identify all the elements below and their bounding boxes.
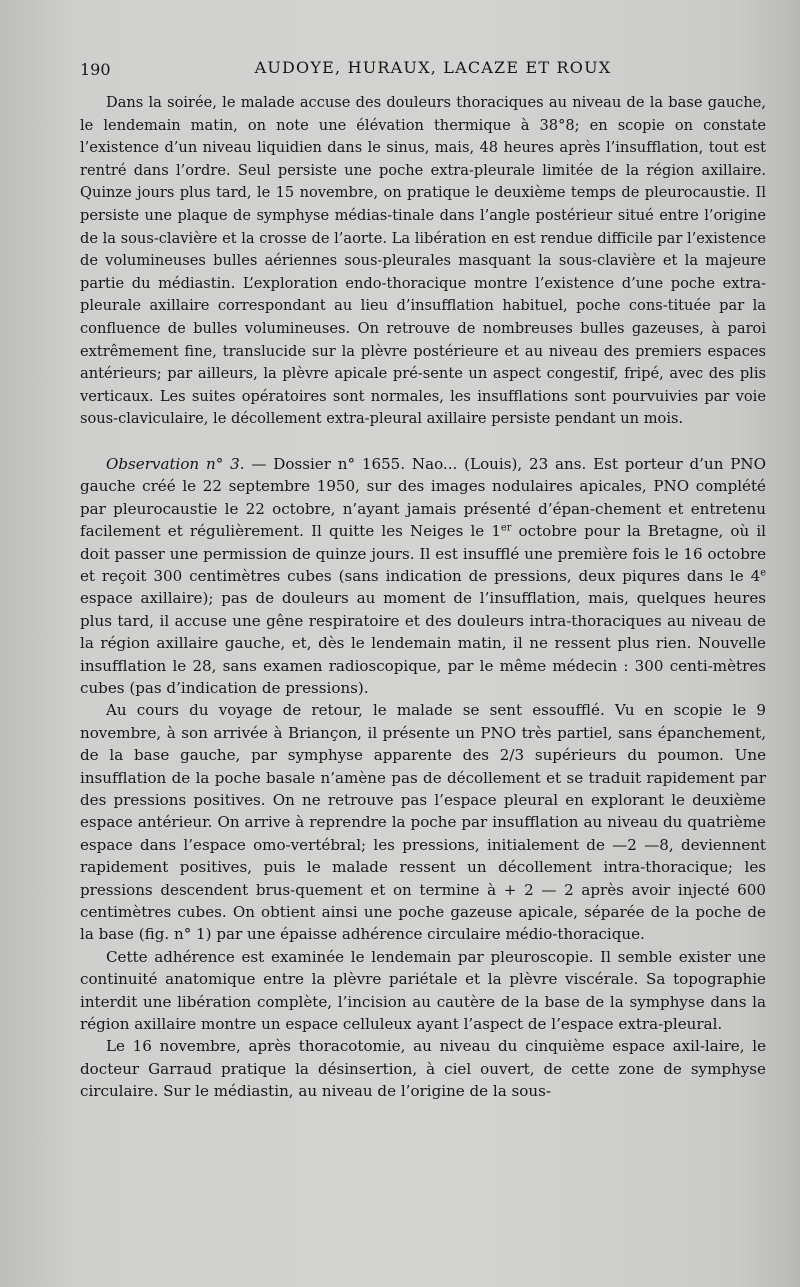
page-number: 190 xyxy=(80,60,111,79)
superscript-e: e xyxy=(760,567,766,579)
paragraph-observation-3 xyxy=(80,453,766,699)
paragraph-thoracotomy: Le 16 novembre, après thoracotomie, au niveau du cinquième espace axil-laire, le docteur Garraud pratique la désinsertion, à ciel ouvert, de cette zone de symphyse circulaire. Sur le médiastin, au niveau de l’origine de la sous- xyxy=(80,1037,766,1101)
observation-text-part-1: — Dossier n° 1655. Nao... (Louis), 23 ans. Est porteur d’un PNO gauche créé le 22 septembre 1950, sur des images nodulaires apicales, PNO complété par pleurocaustie le 22 octobre, n’ayant jamais présenté d’épan-chement et entretenu facilement et régulièrement. Il quitte les Neiges le 1 xyxy=(80,454,766,541)
observation-text-part-3: espace axillaire); pas de douleurs au moment de l’insufflation, mais, quelques heures plus tard, il accuse une gêne respiratoire et des douleurs intra-thoraciques au niveau de la région axillaire gauche, et, dès le lendemain matin, il ne ressent plus rien. Nouvelle insufflation le 28, sans examen radioscopique, par le même médecin : 300 centi-mètres cubes (pas d’indication de pressions). xyxy=(80,589,766,697)
paragraph-pleuroscopy: Cette adhérence est examinée le lendemain par pleuroscopie. Il semble exister une continuité anatomique entre la plèvre pariétale et la plèvre viscérale. Sa topographie interdit une libération complète, l’incision au cautère de la base de la symphyse dans la région axillaire montre un espace celluleux ayant l’aspect de l’espace extra-pleural. xyxy=(80,947,766,1034)
observation-text-part-2: octobre pour la Bretagne, où il doit passer une permission de quinze jours. Il est insufflé une première fois le 16 octobre et reçoit 300 centimètres cubes (sans indication de pressions, deux piqures dans le 4 xyxy=(80,522,766,585)
paragraph-return-voyage: Au cours du voyage de retour, le malade se sent essoufflé. Vu en scopie le 9 novembre, à son arrivée à Briançon, il présente un PNO très partiel, sans épanchement, de la base gauche, par symphyse apparente des 2/3 supérieurs du poumon. Une insufflation de la poche basale n’amène pas de décollement et se traduit rapidement par des pressions positives. On ne retrouve pas l’espace pleural en explorant le deuxième espace antérieur. On arrive à reprendre la poche par insufflation au niveau du quatrième espace dans l’espace omo-vertébral; les pressions, initialement de —2 —8, deviennent rapidement positives, puis le malade ressent un décollement intra-thoracique; les pressions descendent brus-quement et on termine à + 2 — 2 après avoir injecté 600 centimètres cubes. On obtient ainsi une poche gazeuse apicale, séparée de la poche de la base (fig. n° 1) par une épaisse adhérence circulaire médio-thoracique. xyxy=(80,701,766,944)
paragraph-previous-case: Dans la soirée, le malade accuse des douleurs thoraciques au niveau de la base gauche, le lendemain matin, on note une élévation thermique à 38°8; en scopie on constate l’existence d’un niveau liquidien dans le sinus, mais, 48 heures après l’insufflation, tout est rentré dans l’ordre. Seul persiste une poche extra-pleurale limitée de la région axillaire. Quinze jours plus tard, le 15 novembre, on pratique le deuxième temps de pleurocaustie. Il persiste une plaque de symphyse médias-tinale dans l’angle postérieur situé entre l’origine de la sous-clavière et la crosse de l’aorte. La libération en est rendue difficile par l’existence de volumineuses bulles aériennes sous-pleurales masquant la sous-clavière et la majeure partie du médiastin. L’exploration endo-thoracique montre l’existence d’une poche extra-pleurale axillaire correspondant au lieu d’insufflation habituel, poche cons-tituée par la confluence de bulles volumineuses. On retrouve de nombreuses bulles gazeuses, à paroi extrêmement fine, translucide sur la plèvre postérieure et au niveau des premiers espaces antérieurs; par ailleurs, la plèvre apicale pré-sente un aspect congestif, fripé, avec des plis verticaux. Les suites opératoires sont normales, les insufflations sont pourvuivies par voie sous-claviculaire, le décollement extra-pleural axillaire persiste pendant un mois. xyxy=(80,94,766,428)
observation-label: Observation n° 3. xyxy=(106,454,245,473)
running-title: AUDOYE, HURAUX, LACAZE ET ROUX xyxy=(254,58,612,77)
running-header xyxy=(80,54,766,84)
superscript-er: er xyxy=(500,522,512,534)
